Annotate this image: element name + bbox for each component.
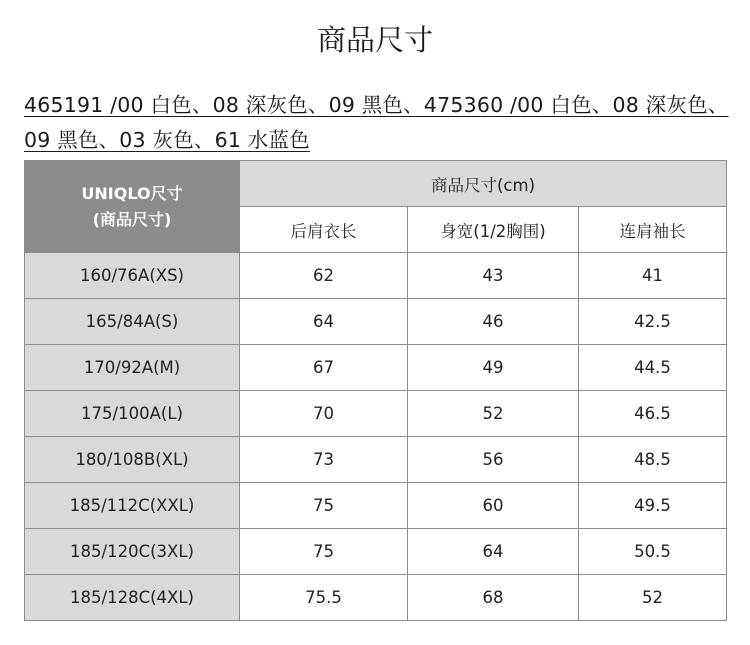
back-length-cell: 67 [240, 345, 408, 391]
sleeve-length-cell: 44.5 [579, 345, 727, 391]
product-codes: 465191 /00 白色、08 深灰色、09 黑色、475360 /00 白色、08 深灰色、09 黑色、03 灰色、61 水蓝色 [24, 93, 729, 152]
sleeve-length-cell: 48.5 [579, 437, 727, 483]
body-width-cell: 46 [408, 299, 579, 345]
column-header-back-length: 后肩衣长 [240, 207, 408, 253]
sleeve-length-cell: 49.5 [579, 483, 727, 529]
body-width-cell: 60 [408, 483, 579, 529]
sleeve-length-cell: 46.5 [579, 391, 727, 437]
back-length-cell: 75 [240, 483, 408, 529]
body-width-cell: 52 [408, 391, 579, 437]
size-header-cell [25, 161, 240, 253]
column-header-body-width: 身宽(1/2胸围) [408, 207, 579, 253]
table-row [25, 345, 727, 391]
back-length-cell: 64 [240, 299, 408, 345]
back-length-cell: 62 [240, 253, 408, 299]
size-label-cell: 165/84A(S) [25, 299, 240, 345]
sleeve-length-cell: 50.5 [579, 529, 727, 575]
back-length-cell: 73 [240, 437, 408, 483]
sleeve-length-cell: 52 [579, 575, 727, 621]
table-row [25, 391, 727, 437]
measurement-group-header: 商品尺寸(cm) [240, 161, 727, 207]
sleeve-length-cell: 42.5 [579, 299, 727, 345]
size-table [24, 160, 727, 621]
column-header-sleeve-length: 连肩袖长 [579, 207, 727, 253]
table-row [25, 529, 727, 575]
size-label-cell: 185/120C(3XL) [25, 529, 240, 575]
size-label-cell: 185/128C(4XL) [25, 575, 240, 621]
body-width-cell: 56 [408, 437, 579, 483]
size-label-cell: 180/108B(XL) [25, 437, 240, 483]
size-label-cell: 185/112C(XXL) [25, 483, 240, 529]
table-row [25, 483, 727, 529]
body-width-cell: 68 [408, 575, 579, 621]
table-row [25, 575, 727, 621]
table-body [25, 253, 727, 621]
table-row [25, 299, 727, 345]
size-label-cell: 175/100A(L) [25, 391, 240, 437]
back-length-cell: 70 [240, 391, 408, 437]
table-row [25, 437, 727, 483]
size-header-label: UNIQLO尺寸 [81, 183, 183, 203]
size-label-cell: 160/76A(XS) [25, 253, 240, 299]
body-width-cell: 49 [408, 345, 579, 391]
table-row [25, 253, 727, 299]
size-header-sublabel: (商品尺寸) [92, 209, 172, 229]
body-width-cell: 64 [408, 529, 579, 575]
back-length-cell: 75.5 [240, 575, 408, 621]
size-label-cell: 170/92A(M) [25, 345, 240, 391]
body-width-cell: 43 [408, 253, 579, 299]
sleeve-length-cell: 41 [579, 253, 727, 299]
back-length-cell: 75 [240, 529, 408, 575]
page-title: 商品尺寸 [316, 23, 433, 57]
